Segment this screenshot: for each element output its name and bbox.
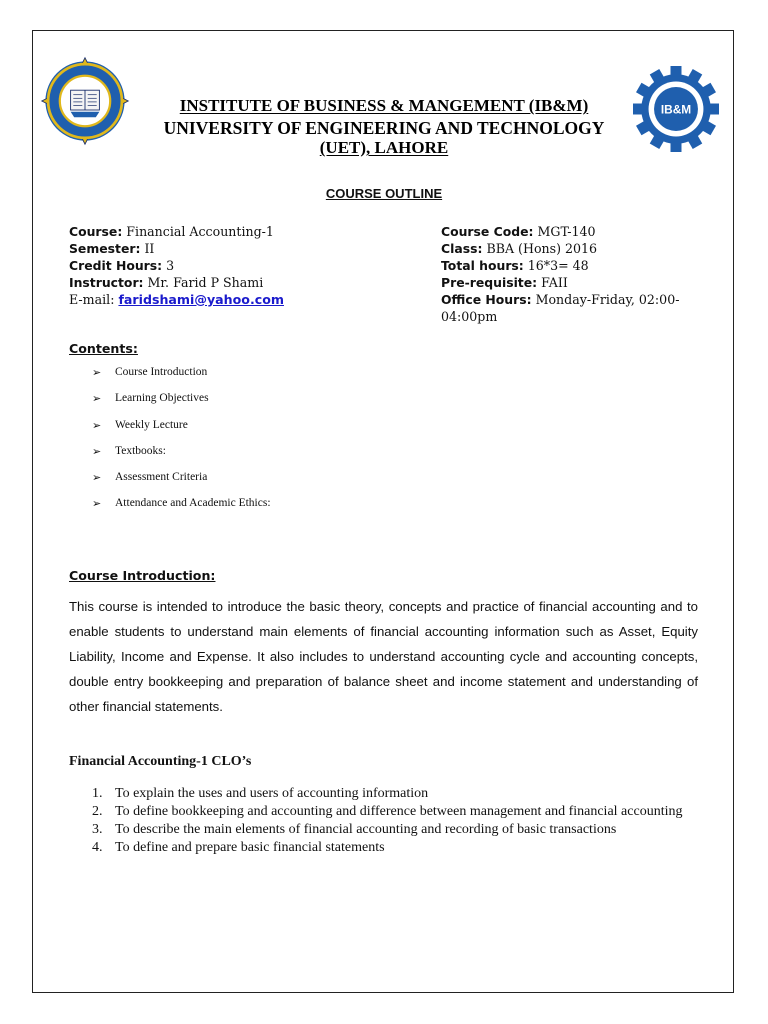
ibm-logo-text: IB&M <box>660 102 692 117</box>
total-hours-row: Total hours: 16*3= 48 <box>441 258 589 273</box>
list-item: 3. To describe the main elements of financial accounting and recording of basic transactions <box>92 822 617 837</box>
list-item: ➢ Weekly Lecture <box>92 418 188 432</box>
contents-list <box>92 366 271 524</box>
clo-list <box>92 785 692 857</box>
credit-hours-row: Credit Hours: 3 <box>69 258 175 273</box>
arrow-bullet-icon: ➢ <box>92 445 102 458</box>
email-row: E-mail: faridshami@yahoo.com <box>69 292 284 307</box>
arrow-bullet-icon: ➢ <box>92 472 102 485</box>
arrow-bullet-icon: ➢ <box>92 367 102 379</box>
clo-heading: Financial Accounting-1 CLO’s <box>69 754 252 769</box>
list-item: 4. To define and prepare basic financial statements <box>92 840 385 855</box>
institute-name: INSTITUTE OF BUSINESS & MANGEMENT (IB&M) <box>179 96 589 115</box>
course-code-row: Course Code: MGT-140 <box>441 224 596 239</box>
course-row: Course: Financial Accounting-1 <box>69 224 274 239</box>
course-info-right <box>441 223 711 325</box>
university-name: UNIVERSITY OF ENGINEERING AND TECHNOLOGY <box>163 118 605 138</box>
list-item: ➢ Assessment Criteria <box>92 471 208 485</box>
course-info-left <box>69 223 409 308</box>
office-hours-row: Office Hours: Monday-Friday, 02:00-04:00pm <box>441 292 680 324</box>
prerequisite-row: Pre-requisite: FAII <box>441 275 568 290</box>
course-outline-title: COURSE OUTLINE <box>325 186 443 201</box>
instructor-row: Instructor: Mr. Farid P Shami <box>69 275 264 290</box>
arrow-bullet-icon: ➢ <box>92 393 102 406</box>
list-item: ➢ Course Introduction <box>92 366 208 379</box>
email-link[interactable]: faridshami@yahoo.com <box>118 292 284 307</box>
class-row: Class: BBA (Hons) 2016 <box>441 241 598 256</box>
list-item: 2. To define bookkeeping and accounting and difference between management and financial accounting <box>92 804 683 819</box>
course-introduction-text: This course is intended to introduce the basic theory, concepts and practice of financial accounting and to enable students to understand main elements of financial accounting information such as Asset, Equity Liability, Income and Expense. It also includes to understand accounting cycle and accounting concepts, double entry bookkeeping and preparation of balance sheet and income statement and understanding of other financial statements. <box>69 599 698 714</box>
list-item: ➢ Textbooks: <box>92 444 166 458</box>
university-city: (UET), LAHORE <box>319 138 449 157</box>
list-item: 1. To explain the uses and users of accounting information <box>92 786 429 801</box>
list-item: ➢ Attendance and Academic Ethics: <box>92 497 271 511</box>
list-item: ➢ Learning Objectives <box>92 392 209 406</box>
semester-row: Semester: II <box>69 241 155 256</box>
course-introduction-heading: Course Introduction: <box>69 568 216 583</box>
contents-heading: Contents: <box>69 341 138 356</box>
arrow-bullet-icon: ➢ <box>92 419 102 432</box>
arrow-bullet-icon: ➢ <box>92 498 102 511</box>
